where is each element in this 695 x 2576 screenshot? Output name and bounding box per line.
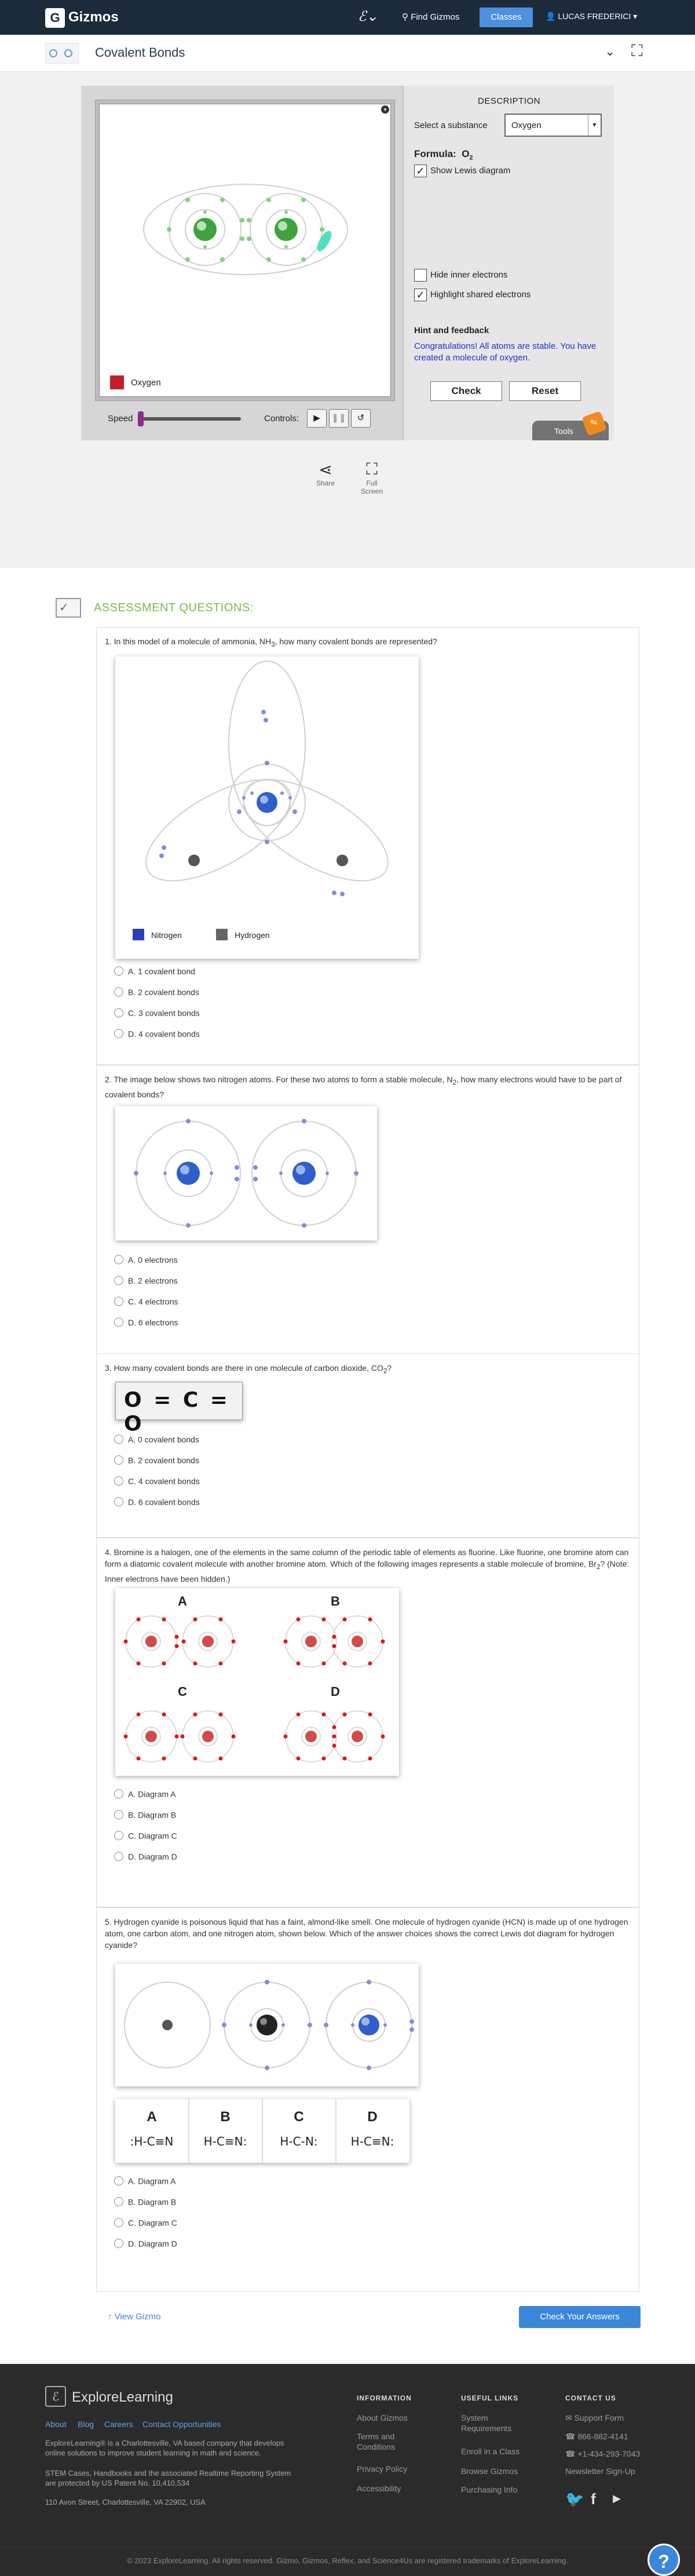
footer-newsletter[interactable]: Newsletter Sign-Up <box>565 2466 635 2476</box>
footer <box>0 2364 695 2576</box>
tools-tab[interactable]: Tools ✎ <box>532 421 609 440</box>
reset-button[interactable]: Reset <box>509 381 581 401</box>
view-gizmo-link[interactable]: ↑ View Gizmo <box>108 2312 161 2322</box>
assessment-title: ASSESSMENT QUESTIONS: <box>94 601 254 614</box>
reset-sim-button[interactable] <box>351 409 371 428</box>
question-4 <box>96 1538 639 1907</box>
choice-d-label: D <box>367 2109 378 2125</box>
oxygen-molecule-diagram <box>100 104 392 397</box>
chevron-down-icon[interactable]: ⌄ <box>605 44 616 59</box>
hcn-lewis-choices-image <box>115 2099 409 2163</box>
arrow-up-icon: ↑ <box>108 2312 112 2322</box>
gizmo-area <box>0 72 695 568</box>
radio-button[interactable] <box>114 2197 123 2206</box>
gizmos-logo-icon[interactable]: G <box>45 8 65 28</box>
bromine-diagrams-image <box>115 1588 399 1776</box>
caret-down-icon: ▾ <box>633 12 638 21</box>
radio-button[interactable] <box>114 1455 123 1465</box>
footer-info-item[interactable]: Terms and Conditions <box>357 2432 396 2451</box>
footer-patent-text: STEM Cases, Handbooks and the associated Realtime Reporting System are protected by US Patent No. 10,410,534 <box>45 2469 291 2487</box>
co2-lewis-image <box>115 1382 243 1436</box>
footer-useful-item[interactable]: Browse Gizmos <box>461 2466 518 2476</box>
share-icon: ⋖ <box>319 461 332 479</box>
answer-option[interactable]: D. 6 covalent bonds <box>114 1497 200 1506</box>
hcn-lewis-choices <box>115 2099 409 2163</box>
contact-heading: CONTACT US <box>565 2394 616 2402</box>
radio-button[interactable] <box>114 1276 123 1285</box>
gizmo-thumbnail <box>45 43 79 64</box>
footer-phone-2[interactable]: ☎ +1-434-293-7043 <box>565 2449 641 2458</box>
radio-button[interactable] <box>114 966 123 976</box>
rewind-icon: ↺ <box>357 413 365 423</box>
radio-button[interactable] <box>114 1852 123 1861</box>
choice-c-label: C <box>294 2109 304 2125</box>
answer-option[interactable]: C. Diagram C <box>114 2217 177 2227</box>
footer-useful-item[interactable]: Enroll in a Class <box>461 2447 520 2456</box>
answer-option[interactable]: A. 0 electrons <box>114 1254 178 1264</box>
radio-button[interactable] <box>114 1497 123 1506</box>
diagram-b-label: B <box>331 1594 340 1608</box>
footer-useful-item[interactable]: Purchasing Info <box>461 2485 518 2494</box>
diagram-c-label: C <box>178 1684 187 1699</box>
hcn-atoms-image <box>115 1964 419 2086</box>
answer-option[interactable]: C. Diagram C <box>114 1830 177 1840</box>
question-2 <box>96 1065 639 1366</box>
hide-inner-label: Hide inner electrons <box>430 270 508 280</box>
diagram-a-label: A <box>178 1594 187 1608</box>
question-text: 1. In this model of a molecule of ammonia, $NH_3$, how many covalent bonds are represented? <box>105 637 437 648</box>
oxygen-legend-swatch <box>110 375 124 389</box>
nitrogen-atoms-diagram <box>115 1106 377 1240</box>
question-text: 4. Bromine is a halogen, one of the elements in the same column of the periodic table of elements as fluorine. Like fluorine, one bromine atom can form a diatomic covalent molecule with another bromine atom. Which of the following images represents a stable molecule of bromine, $Br_2$? (Note: Inner electrons have been hidden.) <box>105 1548 630 1583</box>
footer-link-contact[interactable]: Contact Opportunities <box>142 2420 221 2429</box>
oxygen-nucleus-right <box>275 218 298 241</box>
choice-d-formula: H-C≡N: <box>350 2134 394 2148</box>
footer-useful-item[interactable]: System Requirements <box>461 2413 512 2433</box>
radio-button[interactable] <box>114 1297 123 1306</box>
answer-option[interactable]: C. 4 covalent bonds <box>114 1476 200 1486</box>
choice-c-formula: H-C-N: <box>280 2134 318 2148</box>
question-1 <box>96 627 639 1065</box>
help-button[interactable] <box>648 2544 680 2576</box>
simulation-canvas[interactable] <box>99 104 391 397</box>
choice-b-label: B <box>220 2109 231 2125</box>
radio-button[interactable] <box>114 1318 123 1327</box>
useful-links-heading: USEFUL LINKS <box>461 2394 519 2402</box>
answer-option[interactable]: C. 4 electrons <box>114 1296 178 1306</box>
speed-slider-track[interactable] <box>139 417 241 421</box>
radio-button[interactable] <box>114 1810 123 1819</box>
answer-option[interactable]: B. 2 electrons <box>114 1275 178 1285</box>
radio-button[interactable] <box>114 1008 123 1017</box>
answer-option[interactable]: D. 4 covalent bonds <box>114 1028 200 1038</box>
question-5 <box>96 1907 639 2292</box>
footer-about-text: ExploreLearning® is a Charlottesville, VA based company that develops online solutions to improve student learning in math and science. <box>45 2439 284 2457</box>
diagram-d-label: D <box>331 1684 340 1699</box>
expand-icon[interactable]: ⛶ <box>631 42 643 60</box>
check-answers-button[interactable]: Check Your Answers <box>519 2306 641 2328</box>
facebook-icon[interactable]: f <box>591 2490 596 2508</box>
radio-button[interactable] <box>114 1435 123 1444</box>
hint-text: Congratulations! All atoms are stable. You have created a molecule of oxygen. <box>414 341 597 363</box>
radio-button[interactable] <box>114 2176 123 2185</box>
answer-option[interactable]: B. Diagram B <box>114 1809 176 1819</box>
radio-button[interactable] <box>114 1476 123 1486</box>
footer-phone-1[interactable]: ☎ 866-882-4141 <box>565 2432 628 2441</box>
pause-button[interactable] <box>329 409 349 428</box>
page-title: Covalent Bonds <box>95 45 185 60</box>
hcn-atoms-diagram <box>115 1964 419 2086</box>
explorelearning-logo-text[interactable]: ExploreLearning <box>72 2389 173 2405</box>
show-lewis-checkbox[interactable]: ✓ <box>414 165 427 177</box>
co2-lewis-formula: O = C = O <box>124 1388 230 1436</box>
question-mark-icon: ? <box>658 2551 670 2572</box>
answer-option[interactable]: A. 1 covalent bond <box>114 966 195 976</box>
twitter-icon[interactable]: 🐦 <box>565 2490 584 2508</box>
answer-option[interactable]: D. 6 electrons <box>114 1317 178 1327</box>
question-text: 2. The image below shows two nitrogen atoms. For these two atoms to form a stable molecule, $N_2$, how many electrons would have to be part of covalent bonds? <box>105 1075 622 1099</box>
description-panel <box>403 86 614 440</box>
answer-option[interactable]: D. Diagram D <box>114 1851 177 1861</box>
speed-slider-handle[interactable] <box>138 411 144 426</box>
classes-button[interactable]: Classes <box>480 8 533 27</box>
oxygen-nucleus-left <box>193 218 217 241</box>
footer-info-item[interactable]: Privacy Policy <box>357 2464 408 2473</box>
hide-inner-checkbox[interactable] <box>414 269 427 282</box>
answer-option[interactable]: A. Diagram A <box>114 1789 175 1798</box>
phone-icon: ☎ <box>565 2432 576 2441</box>
assessment-header <box>56 598 641 618</box>
gizmo-simulation <box>81 86 614 440</box>
highlight-shared-checkbox[interactable]: ✓ <box>414 289 427 301</box>
explorelearning-logo-icon[interactable]: ℰ <box>45 2386 66 2407</box>
user-menu[interactable]: 👤 LUCAS FREDERICI ▾ <box>546 12 638 21</box>
phone-icon: ☎ <box>565 2449 576 2458</box>
footer-copyright: © 2023 ExploreLearning. All rights reserved. Gizmo, Gizmos, Reflex, and Science4Us are registered trademarks of ExploreLearning. <box>127 2556 568 2565</box>
pause-icon: ❚❚ <box>331 413 346 423</box>
answer-option[interactable]: B. 2 covalent bonds <box>114 987 199 997</box>
signature-icon[interactable]: ℰ⌄ <box>358 8 378 24</box>
fullscreen-icon: ⛶ <box>366 460 378 478</box>
question-3 <box>96 1353 639 1538</box>
substance-select[interactable] <box>504 114 602 137</box>
question-text: 5. Hydrogen cyanide is poisonous liquid that has a faint, almond-like smell. One molecule of hydrogen cyanide (HCN) is made up of one hydrogen atom, one carbon atom, and one nitrogen atom, shown below. Which of the answer choices shows the correct Lewis dot diagram for hydrogen cyanide? <box>105 1917 628 1950</box>
choice-a-label: A <box>147 2109 157 2125</box>
nitrogen-legend: Nitrogen <box>151 931 182 940</box>
simulation-frame <box>95 100 395 401</box>
envelope-icon: ✉ <box>565 2413 572 2422</box>
footer-link-careers[interactable]: Careers <box>104 2420 133 2429</box>
highlight-shared-label: Highlight shared electrons <box>430 290 531 300</box>
tools-icon: ✎ <box>581 411 607 436</box>
user-icon: 👤 <box>546 12 556 21</box>
answer-option[interactable]: A. Diagram A <box>114 2176 175 2185</box>
play-icon: ▶ <box>313 413 320 423</box>
footer-info-item[interactable]: Accessibility <box>357 2484 401 2493</box>
answer-option[interactable]: D. Diagram D <box>114 2238 177 2248</box>
radio-button[interactable] <box>114 2239 123 2248</box>
show-lewis-label: Show Lewis diagram <box>430 166 511 176</box>
description-heading: DESCRIPTION <box>477 96 540 106</box>
minimize-icon[interactable]: ▾ <box>381 105 389 114</box>
answer-option[interactable]: B. 2 covalent bonds <box>114 1455 199 1465</box>
radio-button[interactable] <box>114 1255 123 1264</box>
full-screen-button[interactable]: ⛶ Full Screen <box>356 460 388 495</box>
select-substance-label: Select a substance <box>414 121 488 130</box>
answer-option[interactable]: B. Diagram B <box>114 2196 176 2206</box>
radio-button[interactable] <box>114 2218 123 2227</box>
bromine-diagrams <box>115 1588 399 1776</box>
play-button[interactable] <box>307 409 327 428</box>
info-heading: INFORMATION <box>357 2394 412 2402</box>
assessment-icon <box>56 598 81 618</box>
find-gizmos-link[interactable]: ⚲ Find Gizmos <box>402 12 460 22</box>
youtube-icon[interactable]: ▶ <box>613 2493 621 2504</box>
answer-option[interactable]: C. 3 covalent bonds <box>114 1008 200 1017</box>
footer-address: 110 Avon Street, Charlottesville, VA 22902, USA <box>45 2498 206 2506</box>
speed-label: Speed <box>108 414 133 424</box>
radio-button[interactable] <box>114 987 123 997</box>
footer-info-item[interactable]: About Gizmos <box>357 2413 408 2422</box>
radio-button[interactable] <box>114 1029 123 1038</box>
substance-select-value: Oxygen <box>511 121 542 130</box>
ammonia-model-image <box>115 656 419 959</box>
choice-b-formula: H-C≡N: <box>203 2134 247 2148</box>
formula-display: Formula: $O_2$ <box>414 148 473 162</box>
nitrogen-atoms-image <box>115 1106 377 1240</box>
footer-support-form[interactable]: ✉ Support Form <box>565 2413 624 2422</box>
search-icon: ⚲ <box>402 12 408 22</box>
radio-button[interactable] <box>114 1831 123 1840</box>
question-text: 3. How many covalent bonds are there in one molecule of carbon dioxide, $CO_2$? <box>105 1363 392 1375</box>
footer-link-blog[interactable]: Blog <box>78 2420 94 2429</box>
dropdown-arrow-icon: ▼ <box>588 115 601 136</box>
check-button[interactable]: Check <box>430 381 502 401</box>
legend-label: Oxygen <box>131 378 161 388</box>
radio-button[interactable] <box>114 1789 123 1798</box>
hydrogen-legend: Hydrogen <box>235 931 270 940</box>
top-navbar <box>0 0 695 35</box>
choice-a-formula: :H-C≡N <box>130 2134 174 2148</box>
controls-label: Controls: <box>264 414 299 424</box>
hint-heading: Hint and feedback <box>414 326 489 335</box>
footer-divider <box>0 2547 695 2548</box>
gizmo-header <box>0 35 695 72</box>
share-button[interactable]: ⋖ Share <box>313 460 338 487</box>
ammonia-diagram <box>115 656 419 959</box>
answer-option[interactable]: A. 0 covalent bonds <box>114 1434 199 1444</box>
gizmos-logo-text[interactable]: Gizmos <box>68 9 119 25</box>
footer-link-about[interactable]: About <box>45 2420 67 2429</box>
